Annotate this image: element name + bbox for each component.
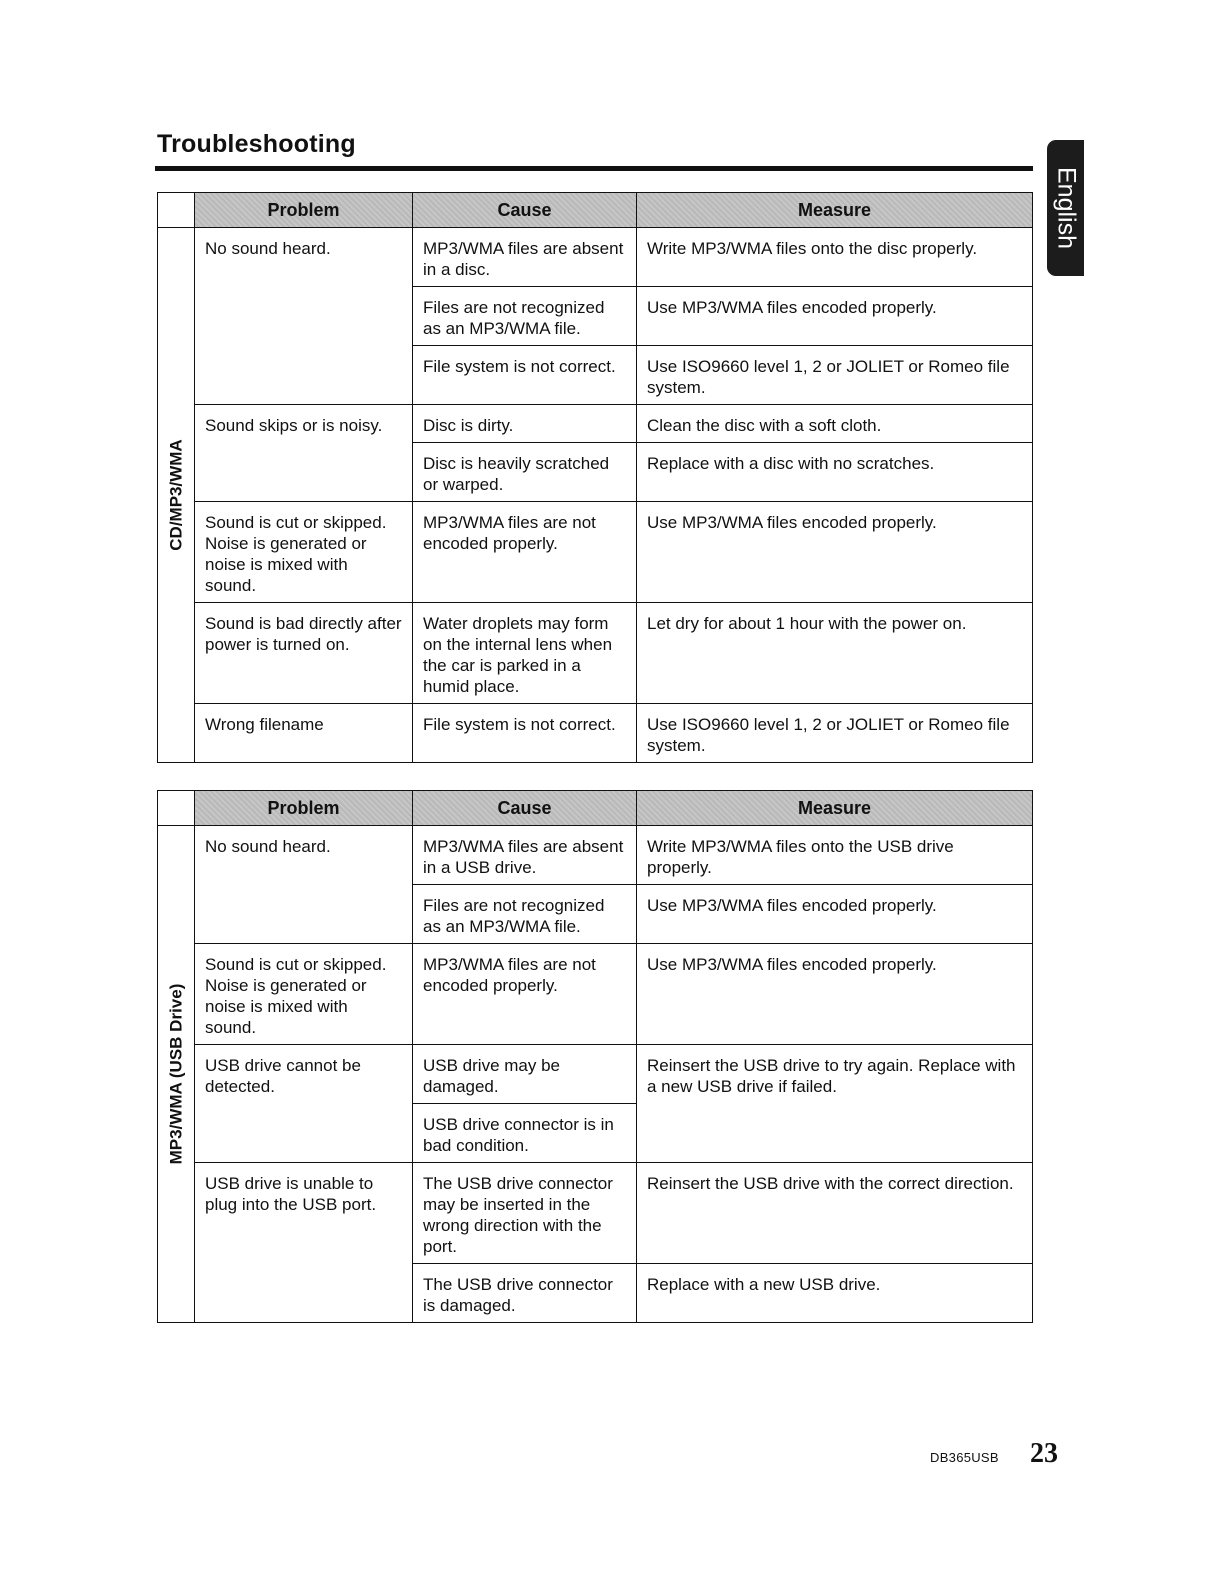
- usb-troubleshooting-table: [157, 790, 1033, 1323]
- side-label-cell: [158, 228, 195, 763]
- cause-cell: Files are not recognized as an MP3/WMA file.: [413, 287, 637, 346]
- measure-cell: Use MP3/WMA files encoded properly.: [637, 502, 1033, 603]
- measure-cell: Let dry for about 1 hour with the power on.: [637, 603, 1033, 704]
- cause-cell: File system is not correct.: [413, 704, 637, 763]
- measure-cell: Use MP3/WMA files encoded properly.: [637, 944, 1033, 1045]
- side-label: MP3/WMA (USB Drive): [166, 983, 186, 1165]
- problem-cell: USB drive cannot be detected.: [195, 1045, 413, 1163]
- problem-cell: USB drive is unable to plug into the USB port.: [195, 1163, 413, 1323]
- model-number: DB365USB: [930, 1450, 999, 1465]
- measure-cell: Write MP3/WMA files onto the disc properly.: [637, 228, 1033, 287]
- measure-cell: Use MP3/WMA files encoded properly.: [637, 885, 1033, 944]
- measure-cell: Clean the disc with a soft cloth.: [637, 405, 1033, 443]
- header-problem: Problem: [195, 193, 413, 228]
- problem-cell: Sound is cut or skipped. Noise is generated or noise is mixed with sound.: [195, 944, 413, 1045]
- problem-cell: No sound heard.: [195, 826, 413, 944]
- problem-cell: No sound heard.: [195, 228, 413, 405]
- header-corner: [158, 791, 195, 826]
- language-tab-label: English: [1052, 167, 1080, 249]
- header-corner: [158, 193, 195, 228]
- table-row: [158, 228, 1033, 287]
- table-header-row: [158, 193, 1033, 228]
- cause-cell: MP3/WMA files are absent in a USB drive.: [413, 826, 637, 885]
- measure-cell: Reinsert the USB drive with the correct direction.: [637, 1163, 1033, 1264]
- cause-cell: MP3/WMA files are absent in a disc.: [413, 228, 637, 287]
- measure-cell: Replace with a disc with no scratches.: [637, 443, 1033, 502]
- table-row: [158, 1045, 1033, 1104]
- header-measure: Measure: [637, 193, 1033, 228]
- table-row: [158, 826, 1033, 885]
- table-row: [158, 704, 1033, 763]
- cause-cell: MP3/WMA files are not encoded properly.: [413, 944, 637, 1045]
- cause-cell: File system is not correct.: [413, 346, 637, 405]
- cause-cell: USB drive connector is in bad condition.: [413, 1104, 637, 1163]
- table-row: [158, 405, 1033, 443]
- table-row: [158, 1163, 1033, 1264]
- page-number: 23: [1030, 1438, 1058, 1469]
- measure-cell: Use ISO9660 level 1, 2 or JOLIET or Romeo file system.: [637, 346, 1033, 405]
- table-row: [158, 502, 1033, 603]
- measure-cell: Reinsert the USB drive to try again. Replace with a new USB drive if failed.: [637, 1045, 1033, 1163]
- side-label-cell: [158, 826, 195, 1323]
- header-cause: Cause: [413, 193, 637, 228]
- cause-cell: Disc is heavily scratched or warped.: [413, 443, 637, 502]
- cause-cell: Disc is dirty.: [413, 405, 637, 443]
- problem-cell: Sound skips or is noisy.: [195, 405, 413, 502]
- language-tab: [1047, 140, 1084, 276]
- measure-cell: Use MP3/WMA files encoded properly.: [637, 287, 1033, 346]
- measure-cell: Replace with a new USB drive.: [637, 1264, 1033, 1323]
- problem-cell: Sound is cut or skipped. Noise is generated or noise is mixed with sound.: [195, 502, 413, 603]
- side-label: CD/MP3/WMA: [166, 439, 186, 551]
- table-header-row: [158, 791, 1033, 826]
- page-title: Troubleshooting: [157, 130, 356, 158]
- problem-cell: Sound is bad directly after power is turned on.: [195, 603, 413, 704]
- cause-cell: Water droplets may form on the internal lens when the car is parked in a humid place.: [413, 603, 637, 704]
- problem-cell: Wrong filename: [195, 704, 413, 763]
- measure-cell: Write MP3/WMA files onto the USB drive properly.: [637, 826, 1033, 885]
- header-cause: Cause: [413, 791, 637, 826]
- measure-cell: Use ISO9660 level 1, 2 or JOLIET or Romeo file system.: [637, 704, 1033, 763]
- table-row: [158, 944, 1033, 1045]
- table-row: [158, 603, 1033, 704]
- cause-cell: The USB drive connector is damaged.: [413, 1264, 637, 1323]
- cause-cell: The USB drive connector may be inserted in the wrong direction with the port.: [413, 1163, 637, 1264]
- title-rule: [155, 166, 1033, 171]
- cause-cell: USB drive may be damaged.: [413, 1045, 637, 1104]
- cause-cell: MP3/WMA files are not encoded properly.: [413, 502, 637, 603]
- cd-troubleshooting-table: [157, 192, 1033, 763]
- cause-cell: Files are not recognized as an MP3/WMA file.: [413, 885, 637, 944]
- header-problem: Problem: [195, 791, 413, 826]
- header-measure: Measure: [637, 791, 1033, 826]
